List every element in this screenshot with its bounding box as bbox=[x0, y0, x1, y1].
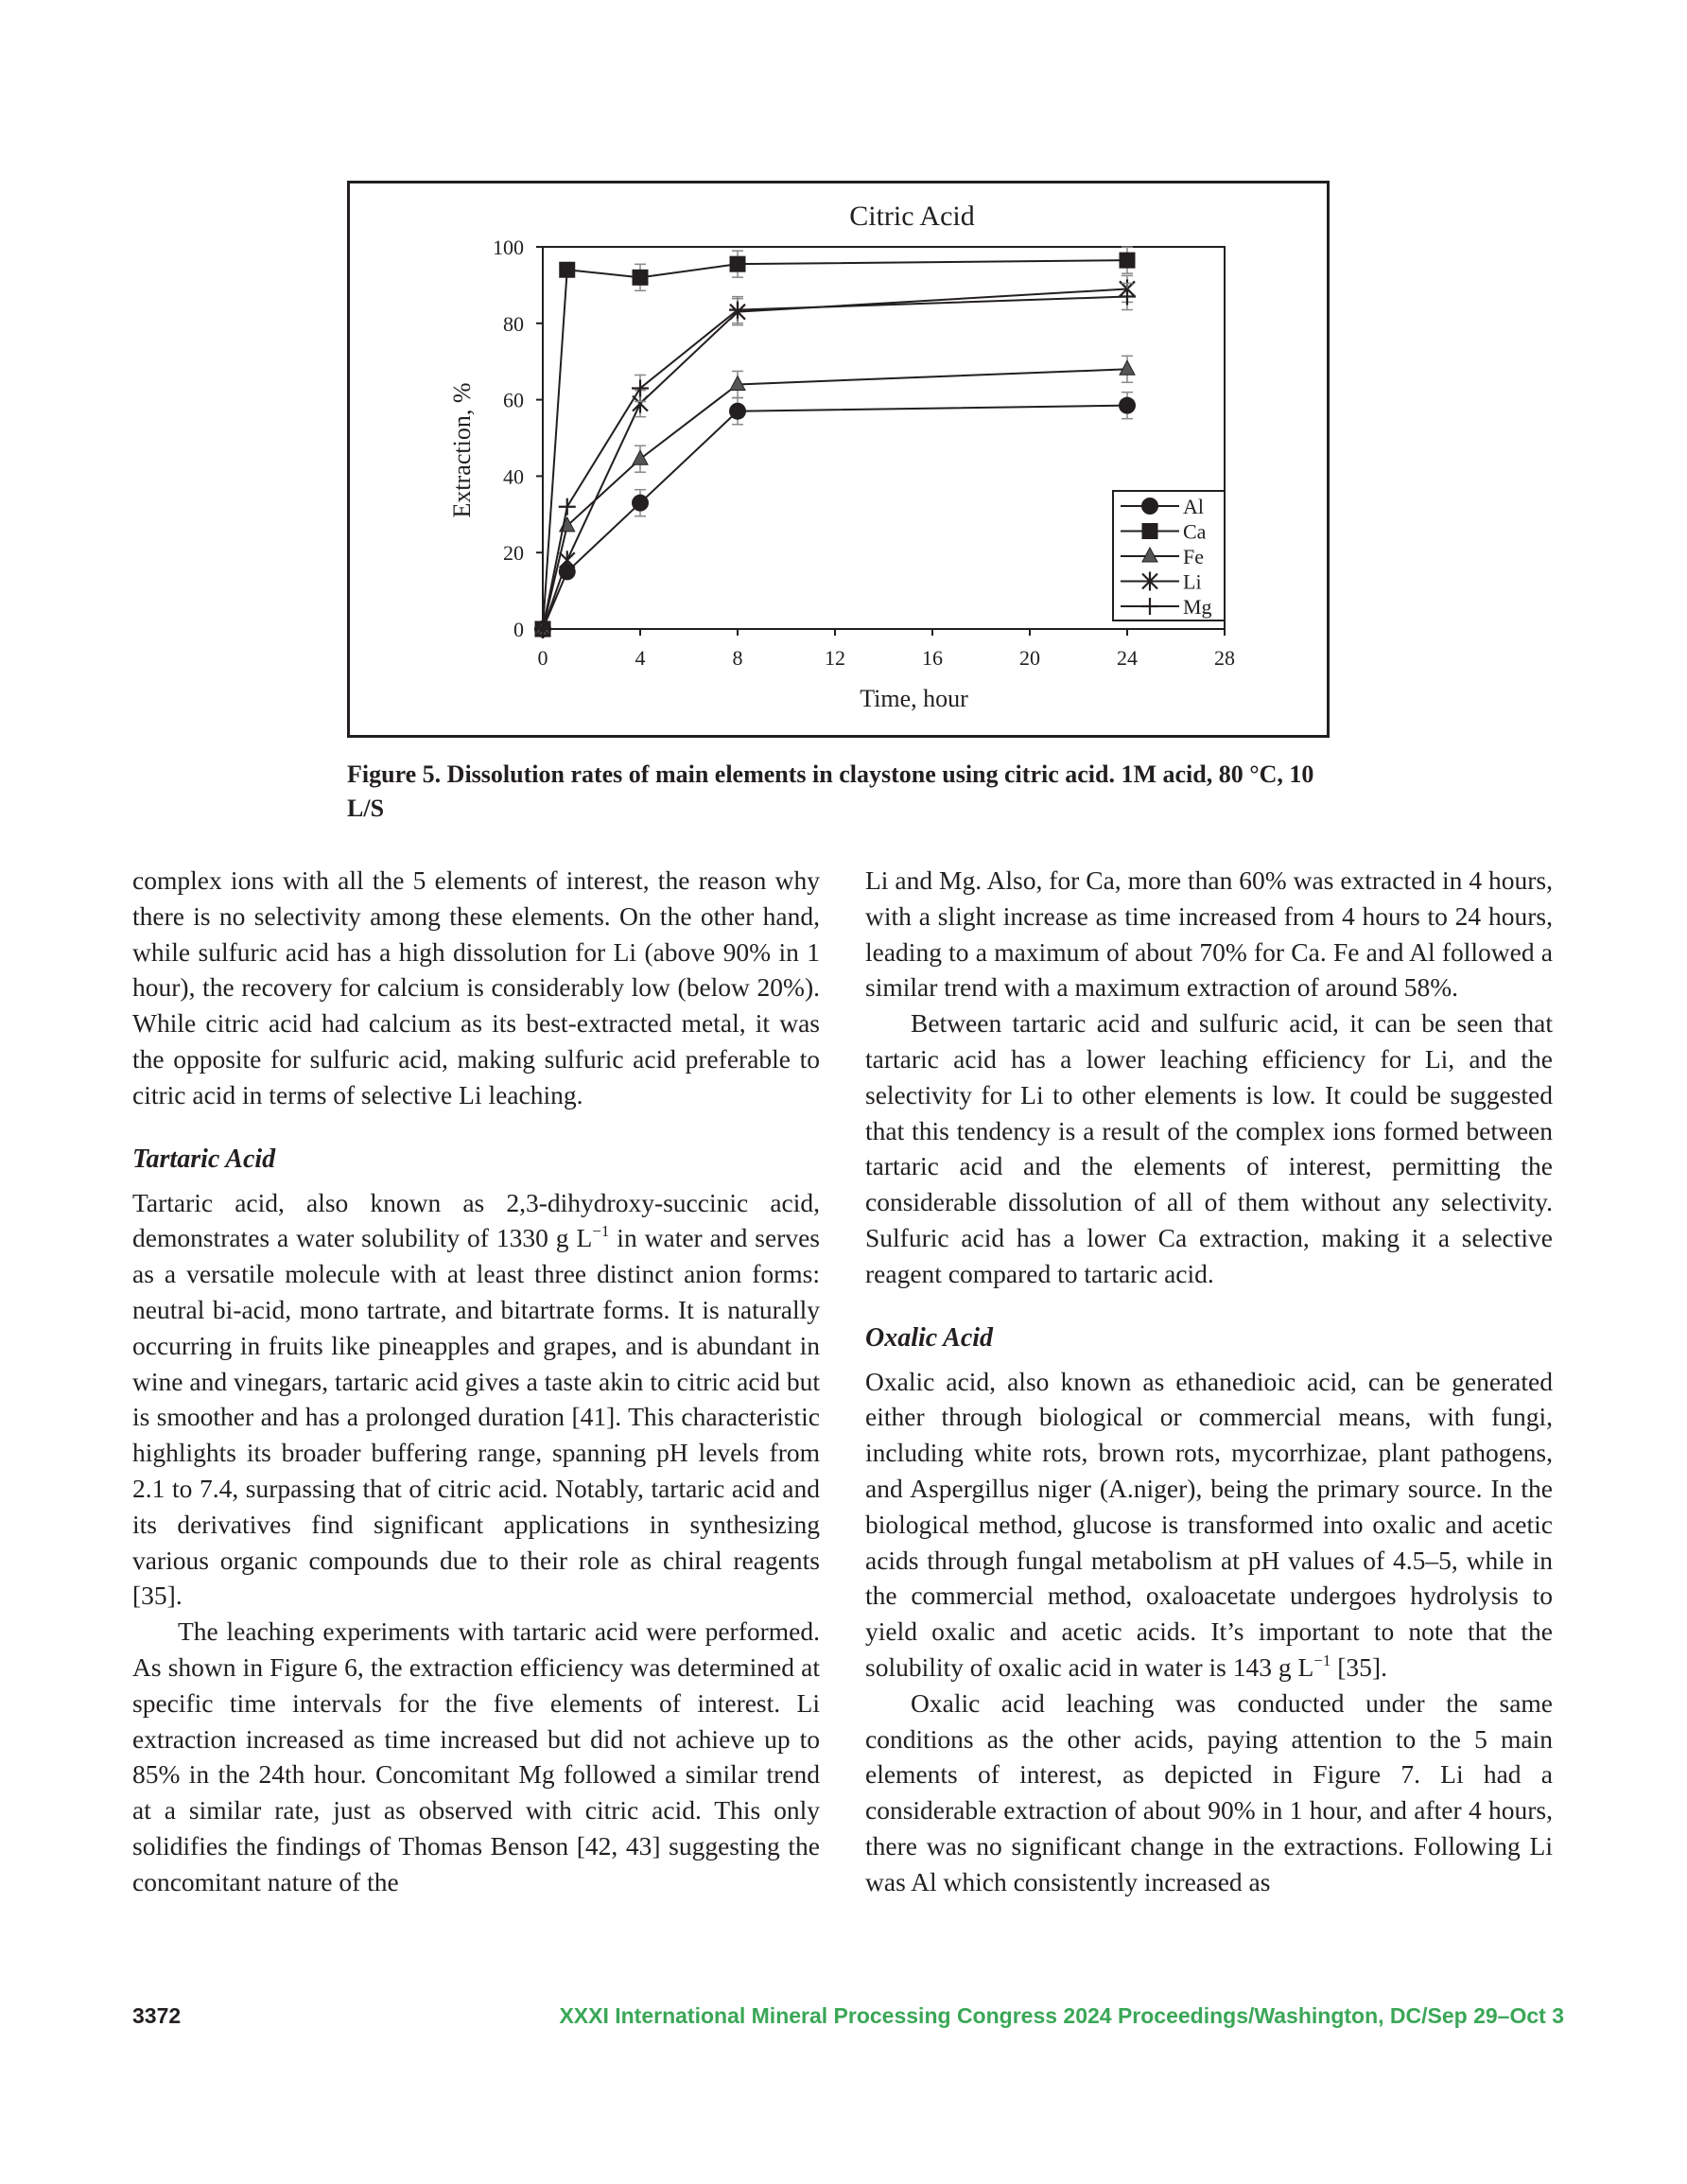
chart-title: Citric Acid bbox=[849, 201, 975, 232]
data-point-ca bbox=[730, 256, 746, 272]
superscript: −1 bbox=[1313, 1651, 1331, 1669]
x-tick-label: 28 bbox=[1214, 646, 1235, 670]
data-point-li bbox=[560, 550, 575, 569]
paragraph bbox=[132, 1185, 820, 1615]
paragraph: Between tartaric acid and sulfuric acid, it can be seen that tartaric acid has a lower leaching efficiency for Li, and the selectivity for Li to other elements is low. It could be suggested that this tendency is a result of the complex ions formed between tartaric acid and the elements of interest, permitting the considerable dissolution of all of them without any selectivity. Sulfuric acid has a lower Ca extraction, making it a selective reagent compared to tartaric acid. bbox=[865, 1008, 1553, 1288]
x-tick-label: 4 bbox=[635, 646, 646, 670]
y-axis-label: Extraction, % bbox=[448, 382, 476, 518]
data-point-al bbox=[729, 403, 746, 420]
x-tick-label: 8 bbox=[732, 646, 743, 670]
paragraph: Oxalic acid leaching was conducted under the same conditions as the other acids, paying attention to the 5 main elements of interest, as depicted in Figure 7. Li had a considerable extraction of about 90% in 1 hour, and after 4 hours, there was no significant change in the extractions. Following Li was Al which consistently increased as bbox=[865, 1687, 1553, 1896]
y-tick-label: 80 bbox=[503, 311, 524, 336]
series-line-fe bbox=[543, 369, 1127, 629]
x-tick-label: 20 bbox=[1019, 646, 1040, 670]
legend-marker-ca bbox=[1142, 523, 1158, 539]
legend-label-fe: Fe bbox=[1183, 545, 1204, 568]
data-point-mg bbox=[1119, 288, 1136, 306]
paragraph-text: [35]. bbox=[1330, 1651, 1387, 1682]
data-point-ca bbox=[1120, 253, 1136, 269]
x-tick-label: 24 bbox=[1117, 646, 1138, 670]
y-tick-label: 60 bbox=[503, 388, 524, 412]
paragraph-text: Oxalic acid, also known as ethanedioic acid, can be generated either through biological or commercial means, with fungi, including white rots, brown rots, mycorrhizae, plant pathogens, and Aspergillus niger (A.niger), being the primary source. In the biological method, glucose is transformed into oxalic and acetic acids through fungal metabolism at pH values of 4.5–5, while in the commercial method, oxaloacetate undergoes hydrolysis to yield oxalic and acetic acids. It’s important to note that the solubility of oxalic acid in water is 143 g L bbox=[865, 1366, 1553, 1682]
legend-label-mg: Mg bbox=[1183, 595, 1212, 619]
y-tick-label: 20 bbox=[503, 541, 524, 566]
paragraph: The leaching experiments with tartaric acid were performed. As shown in Figure 6, the extraction efficiency was determined at specific time intervals for the five elements of interest. Li extraction increased as time increased but did not achieve up to 85% in the 24th hour. Concomitant Mg followed a similar trend at a similar rate, just as observed with citric acid. This only solidifies the findings of Thomas Benson [42, 43] suggesting the concomitant nature of the bbox=[132, 1616, 820, 1896]
paragraph bbox=[865, 1364, 1553, 1686]
left-column bbox=[132, 863, 820, 1900]
data-point-mg bbox=[559, 498, 576, 515]
x-axis-label: Time, hour bbox=[860, 685, 968, 712]
data-point-fe bbox=[1120, 360, 1135, 375]
citric-acid-chart bbox=[347, 181, 1330, 738]
section-heading-tartaric: Tartaric Acid bbox=[132, 1144, 276, 1174]
series-line-mg bbox=[543, 297, 1127, 629]
data-point-ca bbox=[559, 262, 575, 278]
conference-footer: XXXI International Mineral Processing Congress 2024 Proceedings/Washington, DC/Sep 29–Oct 3 bbox=[559, 2003, 1564, 2028]
data-point-fe bbox=[633, 450, 648, 464]
series-line-al bbox=[543, 406, 1127, 629]
paragraph: Li and Mg. Also, for Ca, more than 60% was extracted in 4 hours, with a slight increase as time increased from 4 hours to 24 hours, leading to a maximum of about 70% for Ca. Fe and Al followed a similar trend with a maximum extraction of around 58%. bbox=[865, 865, 1553, 1003]
right-column bbox=[865, 863, 1553, 1900]
paragraph-text: Tartaric acid, also known as 2,3-dihydroxy-succinic acid, demonstrates a water solubility of 1330 g L bbox=[132, 1187, 820, 1253]
figure-caption: Figure 5. Dissolution rates of main elements in claystone using citric acid. 1M acid, 80 °C, 10 L/S bbox=[347, 760, 1314, 822]
series-line-ca bbox=[543, 260, 1127, 629]
paragraph-text: in water and serves as a versatile molecule with at least three distinct anion forms: neutral bi-acid, mono tartrate, and bitartrate forms. It is naturally occurring in fruits like pineapples and grapes, and is abundant in wine and vinegars, tartaric acid gives a taste akin to citric acid but is smoother and has a prolonged duration [41]. This characteristic highlights its broader buffering range, spanning pH levels from 2.1 to 7.4, surpassing that of citric acid. Notably, tartaric acid and its derivatives find significant applications in synthesizing various organic compounds due to their role as chiral reagents [35]. bbox=[132, 1223, 820, 1611]
page-number: 3372 bbox=[132, 2003, 182, 2028]
data-point-al bbox=[1119, 397, 1136, 414]
data-point-al bbox=[632, 495, 649, 512]
legend-label-ca: Ca bbox=[1183, 519, 1207, 544]
section-heading-oxalic: Oxalic Acid bbox=[865, 1322, 994, 1353]
y-tick-label: 0 bbox=[513, 618, 524, 641]
legend-marker-al bbox=[1141, 498, 1158, 515]
x-tick-label: 16 bbox=[922, 646, 943, 670]
legend-label-li: Li bbox=[1183, 569, 1202, 594]
paragraph: complex ions with all the 5 elements of interest, the reason why there is no selectivity among these elements. On the other hand, while sulfuric acid has a high dissolution for Li (above 90% in 1 hour), the recovery for calcium is considerably low (below 20%). While citric acid had calcium as its best-extracted metal, it was the opposite for sulfuric acid, making sulfuric acid preferable to citric acid in terms of selective Li leaching. bbox=[132, 865, 820, 1109]
superscript: −1 bbox=[592, 1222, 610, 1241]
data-point-fe bbox=[730, 376, 745, 390]
series-line-li bbox=[543, 288, 1127, 629]
x-tick-label: 0 bbox=[537, 646, 548, 670]
x-tick-label: 12 bbox=[825, 646, 845, 670]
y-tick-label: 40 bbox=[503, 464, 524, 489]
legend-label-al: Al bbox=[1183, 495, 1204, 518]
data-point-ca bbox=[633, 270, 649, 286]
y-tick-label: 100 bbox=[493, 236, 524, 259]
